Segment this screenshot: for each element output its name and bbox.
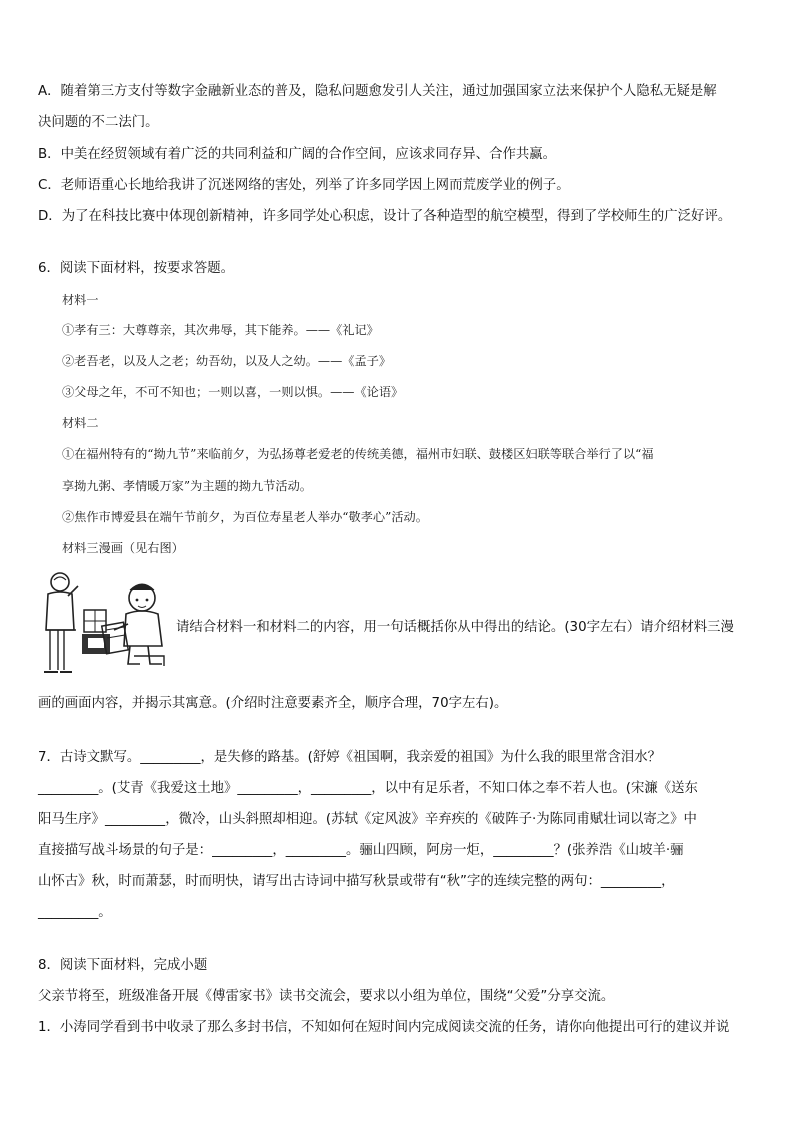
- question-7-line4: 直接描写战斗场景的句子是：_________，_________。骊山四顾，阿房一炬，_________？(张养浩《山坡羊·骊: [38, 843, 684, 858]
- material-2-item-1a: ①在福州特有的“拗九节”来临前夕，为弘扬尊老爱老的传统美德，福州市妇联、鼓楼区妇联等联合举行了以“福: [62, 447, 654, 461]
- material-2-title: 材料二: [62, 416, 99, 430]
- question-6-heading: 6．阅读下面材料，按要求答题。: [38, 261, 234, 276]
- option-a-line1: A．随着第三方支付等数字金融新业态的普及，隐私问题愈发引人关注，通过加强国家立法来保护个人隐私无疑是解: [38, 84, 717, 99]
- cartoon-illustration: [38, 568, 172, 680]
- question-7-line6: _________。: [38, 905, 112, 920]
- material-2-item-2: ②焦作市博爱县在端午节前夕，为百位寿星老人举办“敬孝心”活动。: [62, 510, 428, 524]
- question-7-line1: 7．古诗文默写。_________，是失修的路基。(舒婷《祖国啊，我亲爱的祖国》为什么我的眼里常含泪水？: [38, 750, 662, 765]
- question-6-prompt-line2: 画的画面内容，并揭示其寓意。(介绍时注意要素齐全，顺序合理，70字左右)。: [38, 696, 508, 711]
- question-7-line5: 山怀古》秋，时而萧瑟，时而明快，请写出古诗词中描写秋景或带有“秋”字的连续完整的两句：_________，: [38, 874, 675, 889]
- material-3-title: 材料三漫画（见右图）: [62, 541, 184, 555]
- option-c: C．老师语重心长地给我讲了沉迷网络的害处，列举了许多同学因上网而荒废学业的例子。: [38, 178, 570, 193]
- material-1-item-1: ①孝有三：大尊尊亲，其次弗辱，其下能养。——《礼记》: [62, 323, 379, 337]
- material-1-item-3: ③父母之年，不可不知也；一则以喜，一则以惧。——《论语》: [62, 385, 404, 399]
- question-7-line2: _________。(艾青《我爱这土地》_________，_________，以中有足乐者，不知口体之奉不若人也。(宋濂《送东: [38, 781, 698, 796]
- question-6-prompt-line1: 请结合材料一和材料二的内容，用一句话概括你从中得出的结论。(30字左右）请介绍材料三漫: [176, 620, 734, 635]
- material-1-item-2: ②老吾老，以及人之老；幼吾幼，以及人之幼。——《孟子》: [62, 354, 392, 368]
- question-8-heading: 8．阅读下面材料，完成小题: [38, 958, 208, 973]
- material-1-title: 材料一: [62, 293, 99, 307]
- option-a-line2: 决问题的不二法门。: [38, 115, 159, 130]
- question-8-sub1: 1．小涛同学看到书中收录了那么多封书信，不知如何在短时间内完成阅读交流的任务，请你向他提出可行的建议并说: [38, 1020, 730, 1035]
- question-8-intro: 父亲节将至，班级准备开展《傅雷家书》读书交流会，要求以小组为单位，围绕“父爱”分享交流。: [38, 989, 615, 1004]
- cartoon-drawing: [38, 568, 172, 680]
- option-b: B．中美在经贸领域有着广泛的共同利益和广阔的合作空间，应该求同存异、合作共赢。: [38, 147, 557, 162]
- option-d: D．为了在科技比赛中体现创新精神，许多同学处心积虑，设计了各种造型的航空模型，得到了学校师生的广泛好评。: [38, 209, 732, 224]
- material-2-item-1b: 享拗九粥、孝情暖万家”为主题的拗九节活动。: [62, 479, 312, 493]
- question-7-line3: 阳马生序》_________，微冷，山头斜照却相迎。(苏轼《定风波》辛弃疾的《破阵子·为陈同甫赋壮词以寄之》中: [38, 812, 697, 827]
